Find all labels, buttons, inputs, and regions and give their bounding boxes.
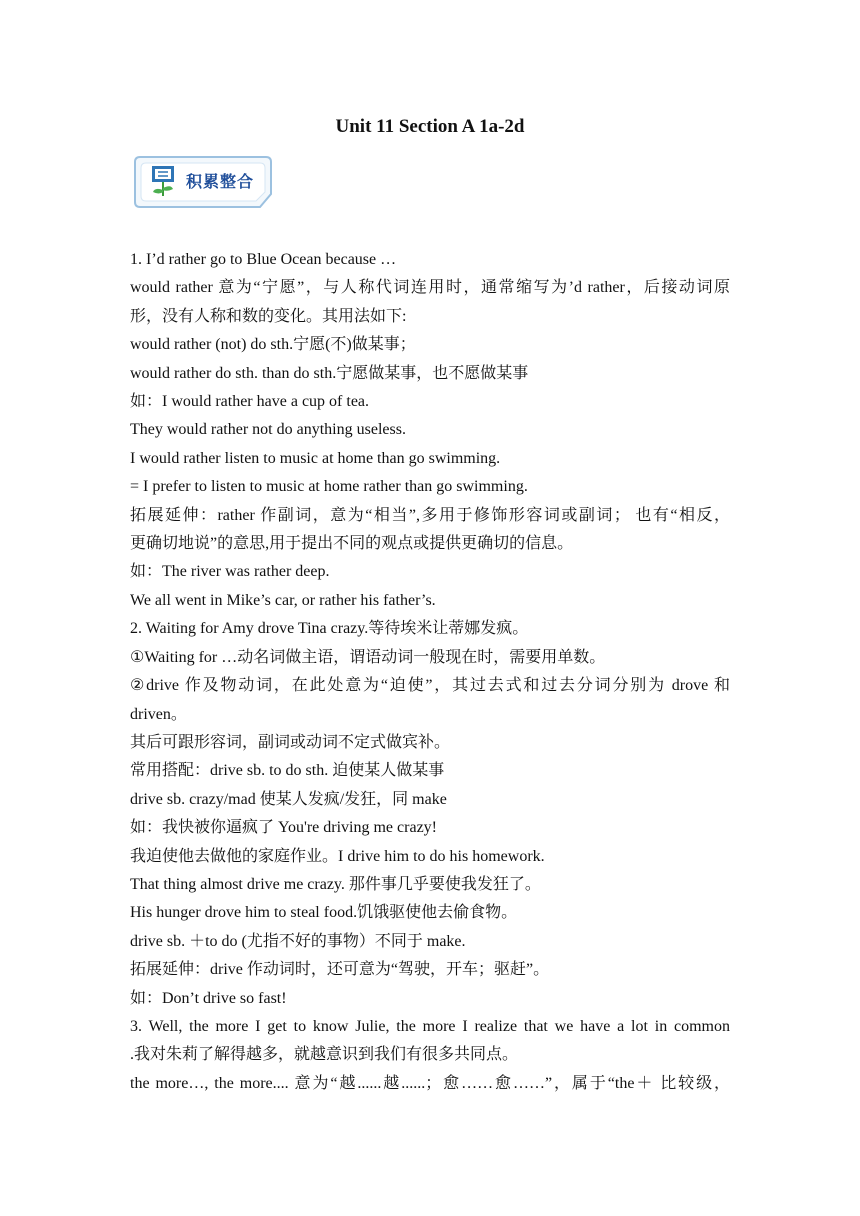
text-line: His hunger drove him to steal food.饥饿驱使他去偷食物。: [130, 904, 518, 922]
badge-label: 积累整合: [186, 172, 255, 191]
text-line: 更确切地说”的意思,用于提出不同的观点或提供更确切的信息。: [130, 535, 574, 553]
text-line: would rather do sth. than do sth.宁愿做某事，也不愿做某事: [130, 364, 529, 382]
text-line: They would rather not do anything useless.: [130, 421, 406, 439]
text-line: 如：The river was rather deep.: [130, 563, 330, 581]
text-line: drive sb. crazy/mad 使某人发疯/发狂，同 make: [130, 790, 447, 808]
text-line: I would rather listen to music at home than go swimming.: [130, 449, 501, 467]
text-line: ①Waiting for …动名词做主语，谓语动词一般现在时，需要用单数。: [130, 648, 606, 666]
text-line: That thing almost drive me crazy. 那件事几乎要使我发狂了。: [130, 875, 541, 893]
text-line: 形，没有人称和数的变化。其用法如下:: [130, 307, 407, 325]
text-line: 3. Well, the more I get to know Julie, the more I realize that we have a lot in common: [130, 1017, 730, 1035]
section-badge: [132, 154, 274, 210]
page-title: Unit 11 Section A 1a-2d: [335, 116, 525, 137]
text-line: 其后可跟形容词，副词或动词不定式做宾补。: [130, 733, 451, 751]
text-line: would rather 意为“宁愿”，与人称代词连用时，通常缩写为’d rather，后接动词原: [130, 279, 730, 297]
text-line: 常用搭配：drive sb. to do sth. 迫使某人做某事: [130, 762, 445, 780]
text-line: driven。: [130, 705, 187, 723]
text-line: 拓展延伸：rather 作副词，意为“相当”,多用于修饰形容词或副词； 也有“相反，: [130, 506, 730, 524]
text-line: 我迫使他去做他的家庭作业。I drive him to do his homework.: [130, 847, 545, 865]
text-line: We all went in Mike’s car, or rather his father’s.: [130, 591, 436, 609]
text-line: 如：I would rather have a cup of tea.: [130, 393, 370, 411]
text-line: = I prefer to listen to music at home rather than go swimming.: [130, 478, 528, 496]
text-line: 1. I’d rather go to Blue Ocean because …: [130, 251, 397, 268]
text-line: would rather (not) do sth.宁愿(不)做某事；: [130, 336, 416, 354]
text-line: drive sb. ＋to do (尤指不好的事物）不同于 make.: [130, 932, 466, 950]
text-line: 如：Don’t drive so fast!: [130, 989, 287, 1007]
document-body: [130, 246, 730, 1098]
text-line: 2. Waiting for Amy drove Tina crazy.等待埃米让蒂娜发疯。: [130, 620, 529, 638]
text-line: .我对朱莉了解得越多，就越意识到我们有很多共同点。: [130, 1046, 519, 1064]
text-line: 如：我快被你逼疯了 You're driving me crazy!: [130, 819, 437, 837]
text-line: the more…, the more.... 意为“越......越......；愈……愈……”，属于“the＋ 比较级，: [130, 1074, 730, 1092]
text-line: ②drive 作及物动词，在此处意为“迫使”，其过去式和过去分词分别为 drove 和: [130, 677, 730, 695]
text-line: 拓展延伸：drive 作动词时，还可意为“驾驶，开车；驱赶”。: [130, 961, 550, 979]
